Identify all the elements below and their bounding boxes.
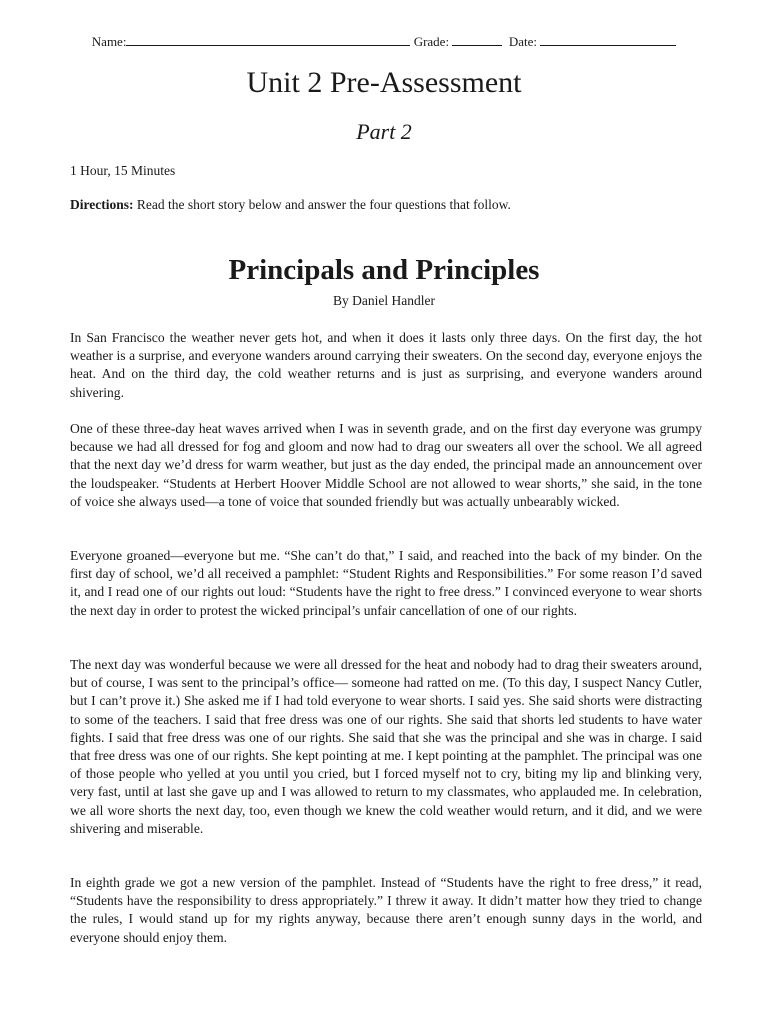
- story-paragraph: One of these three-day heat waves arrived when I was in seventh grade, and on the first day everyone was grumpy because we had all dressed for fog and gloom and now had to drag our sweaters all over the school. We all agreed that the next day we’d dress for warm weather, but just as the day ended, the principal made an announcement over the loudspeaker. “Students at Herbert Hoover Middle School are not allowed to wear shorts,” she said, in the tone of voice she always used—a tone of voice that sounded friendly but was actually unbearably wicked.: [70, 421, 702, 509]
- story-paragraph: The next day was wonderful because we were all dressed for the heat and nobody had to drag their sweaters around, but of course, I was sent to the principal’s office— someone had ratted on me. (To this day, I suspect Nancy Cutler, but I can’t prove it.) She asked me if I had told everyone to wear shorts. I said yes. She said shorts were distracting to some of the teachers. I said that free dress was one of our rights. She said that shorts led students to have water fights. I said that free dress was one of our rights. She said that she was the principal and she was in charge. I said that free dress was one of our rights. She kept pointing at me. I kept pointing at the pamphlet. The principal was one of those people who yelled at you until you cried, but I forced myself not to cry, biting my lip and blinking very, very fast, until at last she gave up and I was allowed to return to my classmates, who applauded me. In celebration, we all wore shorts the next day, too, even though we knew the cold weather would return, and it did, and we were shivering and miserable.: [70, 657, 702, 836]
- page-subtitle: Part 2: [356, 119, 412, 144]
- directions-label: Directions:: [70, 197, 134, 212]
- story-paragraph: Everyone groaned—everyone but me. “She can’t do that,” I said, and reached into the back of my binder. On the first day of school, we’d all received a pamphlet: “Student Rights and Responsibilities.” For some reason I’d saved it, and I read one of our rights out loud: “Students have the right to free dress.” I convinced everyone to wear shorts the next day in order to protest the wicked principal’s unfair cancellation of one of our rights.: [70, 548, 702, 618]
- student-info-header: [0, 34, 768, 50]
- story-paragraph: In eighth grade we got a new version of the pamphlet. Instead of “Students have the right to free dress,” it read, “Students have the responsibility to dress appropriately.” I threw it away. It didn’t matter how they tried to change the rules, I would stand up for my rights anyway, because there aren’t enough sunny days in the world, and everyone should enjoy them.: [70, 875, 702, 945]
- directions-text: Read the short story below and answer the four questions that follow.: [133, 197, 511, 212]
- grade-label: Grade:: [413, 34, 450, 49]
- story-byline: By Daniel Handler: [333, 293, 435, 308]
- name-label: Name:: [91, 34, 127, 49]
- grade-blank: [452, 34, 502, 46]
- time-limit: 1 Hour, 15 Minutes: [70, 163, 176, 178]
- story-paragraph: In San Francisco the weather never gets hot, and when it does it lasts only three days. On the first day, the hot weather is a surprise, and everyone wanders around carrying their sweaters. On the second day, everyone enjoys the heat. And on the third day, the cold weather returns and is just as surprising, and everyone wanders around shivering.: [70, 330, 702, 400]
- date-label: Date:: [508, 34, 537, 49]
- directions: [70, 197, 511, 213]
- page-title: Unit 2 Pre-Assessment: [246, 66, 522, 99]
- name-blank: [126, 34, 410, 46]
- date-blank: [540, 34, 676, 46]
- story-title: Principals and Principles: [228, 254, 540, 286]
